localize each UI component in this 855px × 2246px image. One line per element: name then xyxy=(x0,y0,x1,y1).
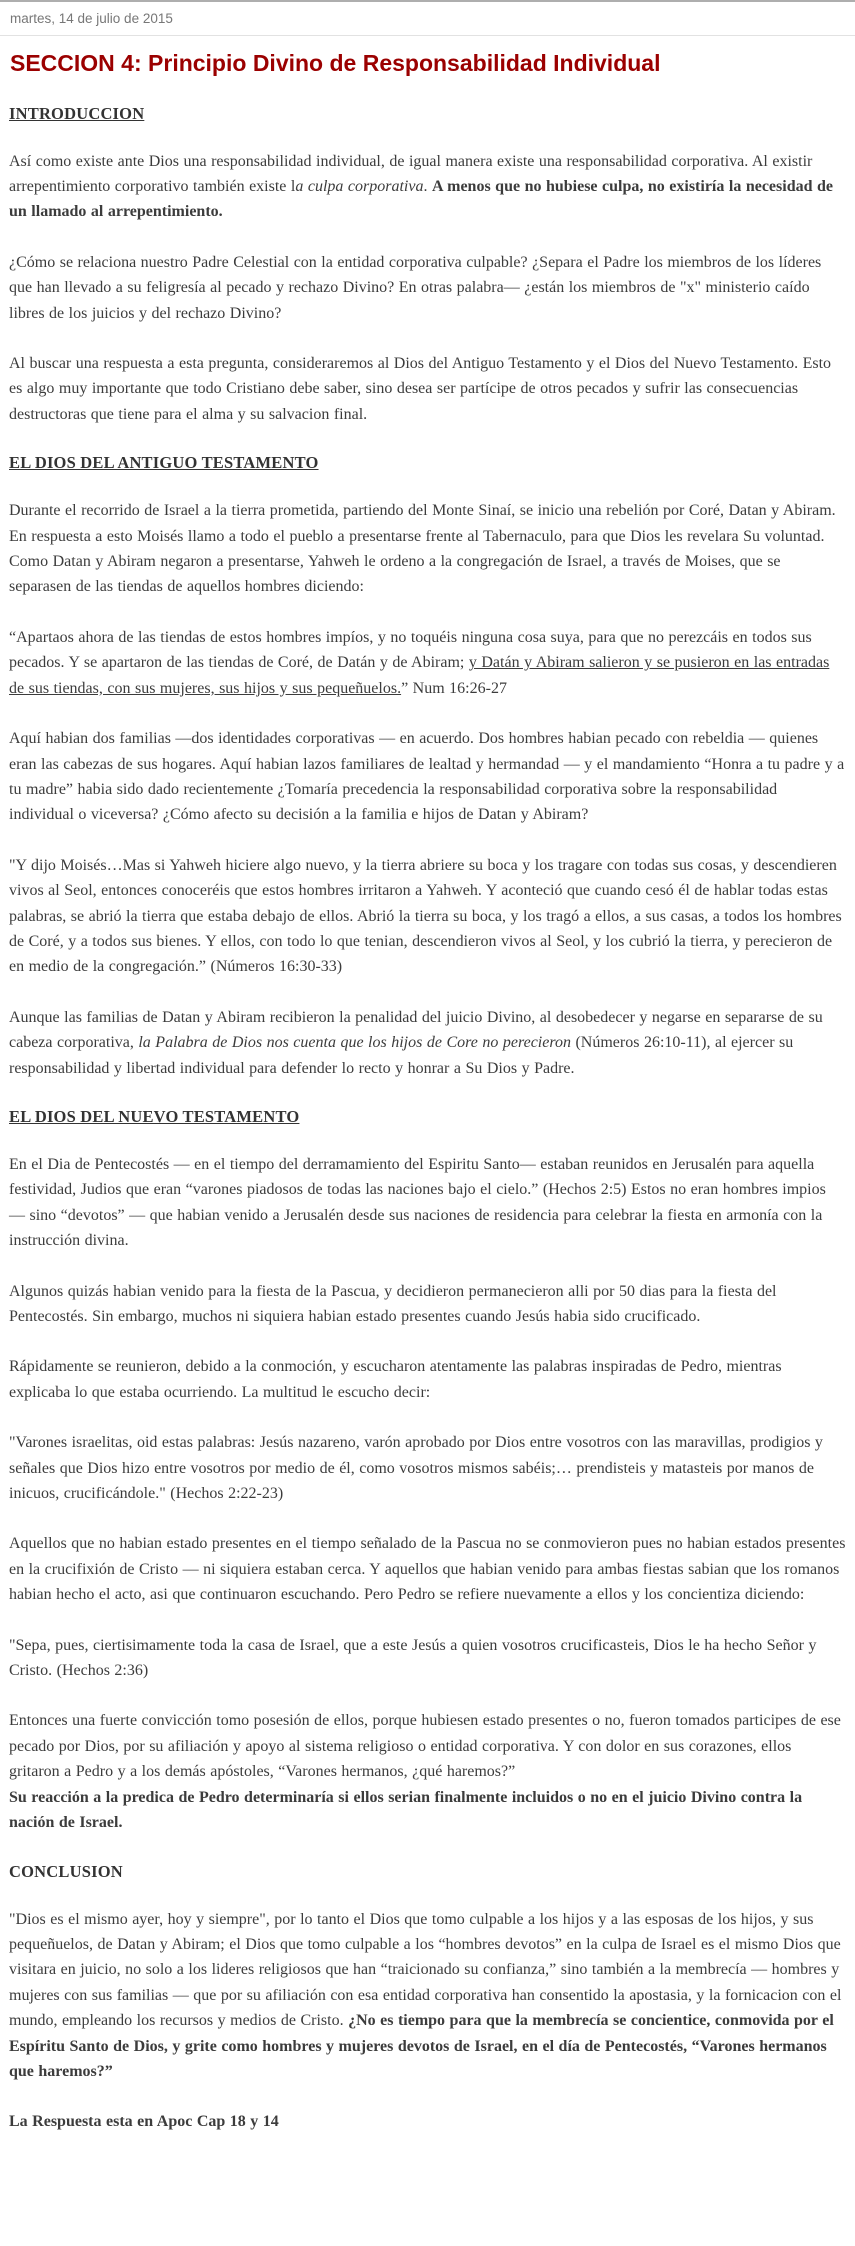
heading-introduccion: INTRODUCCION xyxy=(9,103,145,123)
paragraph xyxy=(9,853,846,980)
text-run: A menos que no hubiese culpa, no existiría la necesidad de un llamado al arrepentimiento. xyxy=(9,178,833,221)
post-date: martes, 14 de julio de 2015 xyxy=(10,11,173,26)
paragraph xyxy=(9,250,846,326)
text-run: “Apartaos ahora de las tiendas de estos hombres impíos, y no toquéis ninguna cosa suya, para que no perezcáis en todos sus pecados. Y se apartaron de las tiendas de Coré, de Datán y de Abiram; xyxy=(9,628,812,672)
text-run: ¿Cómo se relaciona nuestro Padre Celestial con la entidad corporativa culpable? ¿Separa el Padre los miembros de los líderes que han llevado a su feligresía al pecado y rechazo Divino? En otras palabra— ¿están los miembros de "x" ministerio caído libres de los juicios y del rechazo Divino? xyxy=(9,253,822,322)
text-run: . xyxy=(423,178,432,195)
text-run: La Respuesta esta en Apoc Cap 18 y 14 xyxy=(9,2113,279,2131)
text-run: Entonces una fuerte convicción tomo posesión de ellos, porque hubiesen estado presentes o no, fueron tomados participes de ese pecado por Dios, por su afiliación y apoyo al sistema religioso o entidad corporativa. Y con dolor en sus corazones, ellos gritaron a Pedro y a los demás apóstoles, “Varones hermanos, ¿qué haremos?” xyxy=(9,1712,841,1781)
post-body xyxy=(0,104,855,2180)
text-run: (Números 26:10-11), al ejercer su responsabilidad y libertad individual para defender lo recto y honrar a Su Dios y Padre. xyxy=(9,1034,794,1077)
paragraph xyxy=(9,726,846,828)
paragraph xyxy=(9,625,846,701)
paragraph xyxy=(9,1279,846,1330)
text-run: ¿No es tiempo para que la membrecía se concientice, conmovida por el Espíritu Santo de Dios, y grite como hombres y mujeres devotos de Israel, en el día de Pentecostés, “Varones hermanos que haremos?” xyxy=(9,2012,834,2080)
heading-conclusion: CONCLUSION xyxy=(9,1861,123,1881)
text-run: a culpa corporativa xyxy=(295,178,424,195)
text-run: la Palabra de Dios nos cuenta que los hijos de Core no perecieron xyxy=(138,1034,571,1052)
text-run: "Y dijo Moisés…Mas si Yahweh hiciere algo nuevo, y la tierra abriere su boca y los tragare con todas sus cosas, y descendieren vivos al Seol, entonces conoceréis que estos hombres irritaron a Yahweh. Y aconteció que cuando cesó él de hablar todas estas palabras, se abrió la tierra que estaba debajo de ellos. Abrió la tierra su boca, y los tragó a ellos, a sus casas, a todos los hombres de Coré, y a todos sus bienes. Y ellos, con todo lo que tenian, descendieron vivos al Seol, y los cubrió la tierra, y perecieron de en medio de la congregación.” (Números 16:30-33) xyxy=(9,856,842,976)
text-run: Al buscar una respuesta a esta pregunta, consideraremos al Dios del Antiguo Testamento y el Dios del Nuevo Testamento. Esto es algo muy importante que todo Cristiano debe saber, sino desea ser partícipe de otros pecados y sufrir las consecuencias destructoras que tiene para el alma y su salvacion final. xyxy=(9,355,832,423)
text-run: Rápidamente se reunieron, debido a la conmoción, y escucharon atentamente las palabras inspiradas de Pedro, mientras explicaba lo que estaba ocurriendo. La multitud le escucho decir: xyxy=(9,1358,782,1401)
heading-nuevo-testamento: EL DIOS DEL NUEVO TESTAMENTO xyxy=(9,1106,300,1126)
text-run: ” Num 16:26-27 xyxy=(401,679,507,697)
paragraph xyxy=(9,149,846,225)
text-run: Algunos quizás habian venido para la fiesta de la Pascua, y decidieron permanecieron alli por 50 dias para la fiesta del Pentecostés. Sin embargo, muchos ni siquiera habian estado presentes cuando Jesús habia sido crucificado. xyxy=(9,1282,777,1325)
date-divider xyxy=(0,35,855,36)
text-run: y Datán y Abiram salieron y se pusieron en las entradas de sus tiendas, con sus mujeres, sus hijos y sus pequeñuelos. xyxy=(9,654,830,697)
text-run: Su reacción a la predica de Pedro determinaría si ellos serian finalmente incluidos o no en el juicio Divino contra la nación de Israel. xyxy=(9,1788,803,1832)
paragraph xyxy=(9,1354,846,1405)
text-run: Durante el recorrido de Israel a la tierra prometida, partiendo del Monte Sinaí, se inicio una rebelión por Coré, Datan y Abiram. En respuesta a esto Moisés llamo a todo el pueblo a presentarse frente al Tabernaculo, para que Dios les revelara Su voluntad. Como Datan y Abiram negaron a presentarse, Yahweh le ordeno a la congregación de Israel, a través de Moises, que se separasen de las tiendas de aquellos hombres diciendo: xyxy=(9,502,836,596)
post-title: SECCION 4: Principio Divino de Responsabilidad Individual xyxy=(10,50,661,76)
text-run: Aquellos que no habian estado presentes en el tiempo señalado de la Pascua no se conmovieron pues no habian estados presentes en la crucifixión de Cristo — ni siquiera estaban cerca. Y aquellos que habian venido para ambas fiestas sabian que los romanos habian hecho el acto, asi que continuaron escuchando. Pero Pedro se refiere nuevamente a ellos y los concientiza diciendo: xyxy=(9,1535,846,1604)
paragraph xyxy=(9,1430,846,1506)
text-run: "Dios es el mismo ayer, hoy y siempre", por lo tanto el Dios que tomo culpable a los hijos y a las esposas de los hijos, y sus pequeñuelos, de Datan y Abiram; el Dios que tomo culpable a los “hombres devotos” en la culpa de Israel es el mismo Dios que visitara en juicio, no solo a los lideres religiosos que han “traicionado su confianza,” sino también a la membrecía — hombres y mujeres con sus familias — que por su afiliación con esa entidad corporativa han consentido la apostasia, y la fornicacion con el mundo, empleando los recursos y medios de Cristo. xyxy=(9,1910,842,2030)
paragraph xyxy=(9,1633,846,1684)
text-run: Aunque las familias de Datan y Abiram recibieron la penalidad del juicio Divino, al desobedecer y negarse en separarse de su cabeza corporativa, xyxy=(9,1008,823,1052)
text-run: Aquí habian dos familias —dos identidades corporativas — en acuerdo. Dos hombres habian pecado con rebeldia — quienes eran las cabezas de sus hogares. Aquí habian lazos familiares de lealtad y hermandad — y el mandamiento “Honra a tu padre y a tu madre” habia sido dado recientemente ¿Tomaría precedencia la responsabilidad corporativa sobre la responsabilidad individual o viceversa? ¿Cómo afecto su decisión a la familia e hijos de Datan y Abiram? xyxy=(9,730,845,824)
paragraph xyxy=(9,1005,846,1081)
paragraph xyxy=(9,1152,846,1254)
paragraph xyxy=(9,351,846,427)
text-run: "Varones israelitas, oid estas palabras: Jesús nazareno, varón aprobado por Dios entre vosotros con las maravillas, prodigios y señales que Dios hizo entre vosotros por medio de él, como vosotros mismos sabéis;… prendisteis y matasteis por manos de inicuos, crucificándole." (Hechos 2:22-23) xyxy=(9,1434,823,1503)
text-run: Así como existe ante Dios una responsabilidad individual, de igual manera existe una responsabilidad corporativa. Al existir arrepentimiento corporativo también existe l xyxy=(9,152,813,195)
paragraph xyxy=(9,2109,846,2134)
paragraph xyxy=(9,498,846,600)
paragraph xyxy=(9,1531,846,1607)
text-run: "Sepa, pues, ciertisimamente toda la casa de Israel, que a este Jesús a quien vosotros crucificasteis, Dios le ha hecho Señor y Cristo. (Hechos 2:36) xyxy=(9,1636,817,1680)
heading-antiguo-testamento: EL DIOS DEL ANTIGUO TESTAMENTO xyxy=(9,453,319,473)
paragraph xyxy=(9,1907,846,2085)
text-run: En el Dia de Pentecostés — en el tiempo del derramamiento del Espiritu Santo— estaban reunidos en Jerusalén para aquella festividad, Judios que eran “varones piadosos de todas las naciones bajo el cielo.” (Hechos 2:5) Estos no eran hombres impios — sino “devotos” — que habian venido a Jerusalén desde sus naciones de residencia para celebrar la fiesta en armonía con la instrucción divina. xyxy=(9,1155,826,1250)
paragraph xyxy=(9,1708,846,1835)
